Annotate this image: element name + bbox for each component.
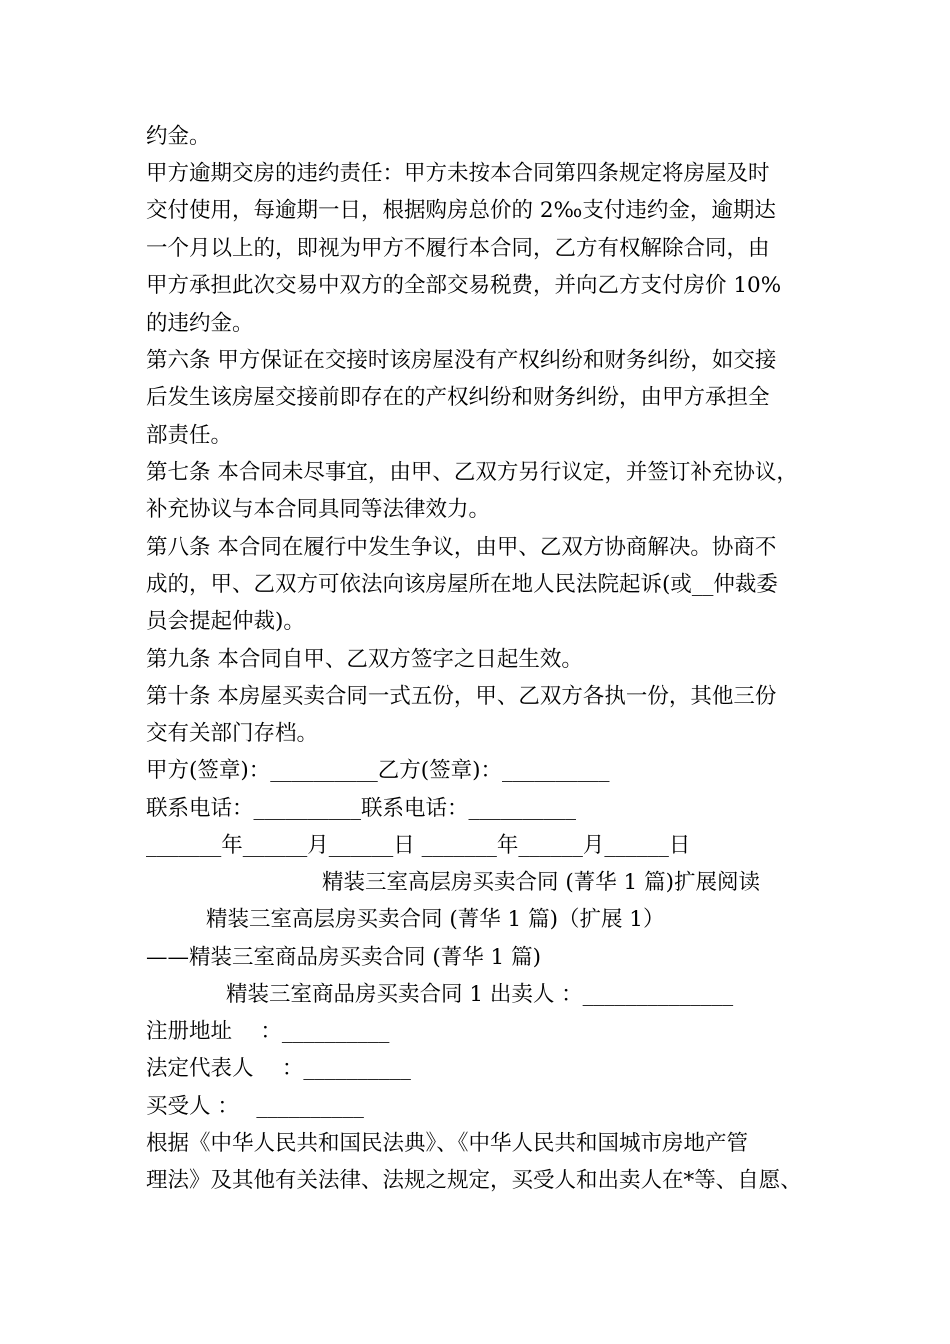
date-line: _______年______月______日 _______年______月______日: [146, 833, 691, 858]
legal-representative-line: 法定代表人 ：__________: [146, 1056, 411, 1081]
article-9: 第九条 本合同自甲、乙双方签字之日起生效。: [146, 647, 583, 672]
text-line: 补充协议与本合同具同等法律效力。: [146, 497, 491, 522]
text-line: 交付使用，每逾期一日，根据购房总价的 2‰支付违约金，逾期达: [146, 198, 776, 223]
article-7: 第七条 本合同未尽事宜，由甲、乙双方另行议定，并签订补充协议，: [146, 460, 798, 485]
article-8: 第八条 本合同在履行中发生争议，由甲、乙双方协商解决。协商不: [146, 535, 777, 560]
text-line: 理法》及其他有关法律、法规之规定，买受人和出卖人在*等、自愿、: [146, 1168, 802, 1193]
signature-line: 甲方(签章)：__________乙方(签章)：__________: [146, 758, 610, 783]
article-10: 第十条 本房屋买卖合同一式五份，甲、乙双方各执一份，其他三份: [146, 684, 777, 709]
text-line: 甲方承担此次交易中双方的全部交易税费，并向乙方支付房价 10%: [146, 273, 782, 298]
text-line: 后发生该房屋交接前即存在的产权纠纷和财务纠纷，由甲方承担全: [146, 385, 770, 410]
extension-subheading: ——精装三室商品房买卖合同 (菁华 1 篇): [146, 945, 541, 970]
text-line: 成的，甲、乙双方可依法向该房屋所在地人民法院起诉(或__仲裁委: [146, 572, 778, 597]
text-line: 约金。: [146, 124, 211, 149]
seller-line: 精装三室商品房买卖合同 1 出卖人 ：______________: [226, 982, 734, 1007]
extended-reading-title: 精装三室高层房买卖合同 (菁华 1 篇)扩展阅读: [322, 870, 760, 895]
extension-heading: 精装三室高层房买卖合同 (菁华 1 篇)（扩展 1）: [206, 907, 665, 932]
text-line: 员会提起仲裁)。: [146, 609, 305, 634]
text-line: 交有关部门存档。: [146, 721, 319, 746]
phone-line: 联系电话：__________联系电话：__________: [146, 796, 577, 821]
text-line: 的违约金。: [146, 311, 254, 336]
text-line: 一个月以上的，即视为甲方不履行本合同，乙方有权解除合同，由: [146, 236, 770, 261]
article-6: 第六条 甲方保证在交接时该房屋没有产权纠纷和财务纠纷，如交接: [146, 348, 777, 373]
buyer-line: 买受人 ： __________: [146, 1094, 364, 1119]
text-line: 甲方逾期交房的违约责任：甲方未按本合同第四条规定将房屋及时: [146, 161, 770, 186]
text-line: 部责任。: [146, 423, 233, 448]
text-line: 根据《中华人民共和国民法典》、《中华人民共和国城市房地产管: [146, 1131, 749, 1156]
registered-address-line: 注册地址 ：__________: [146, 1019, 390, 1044]
